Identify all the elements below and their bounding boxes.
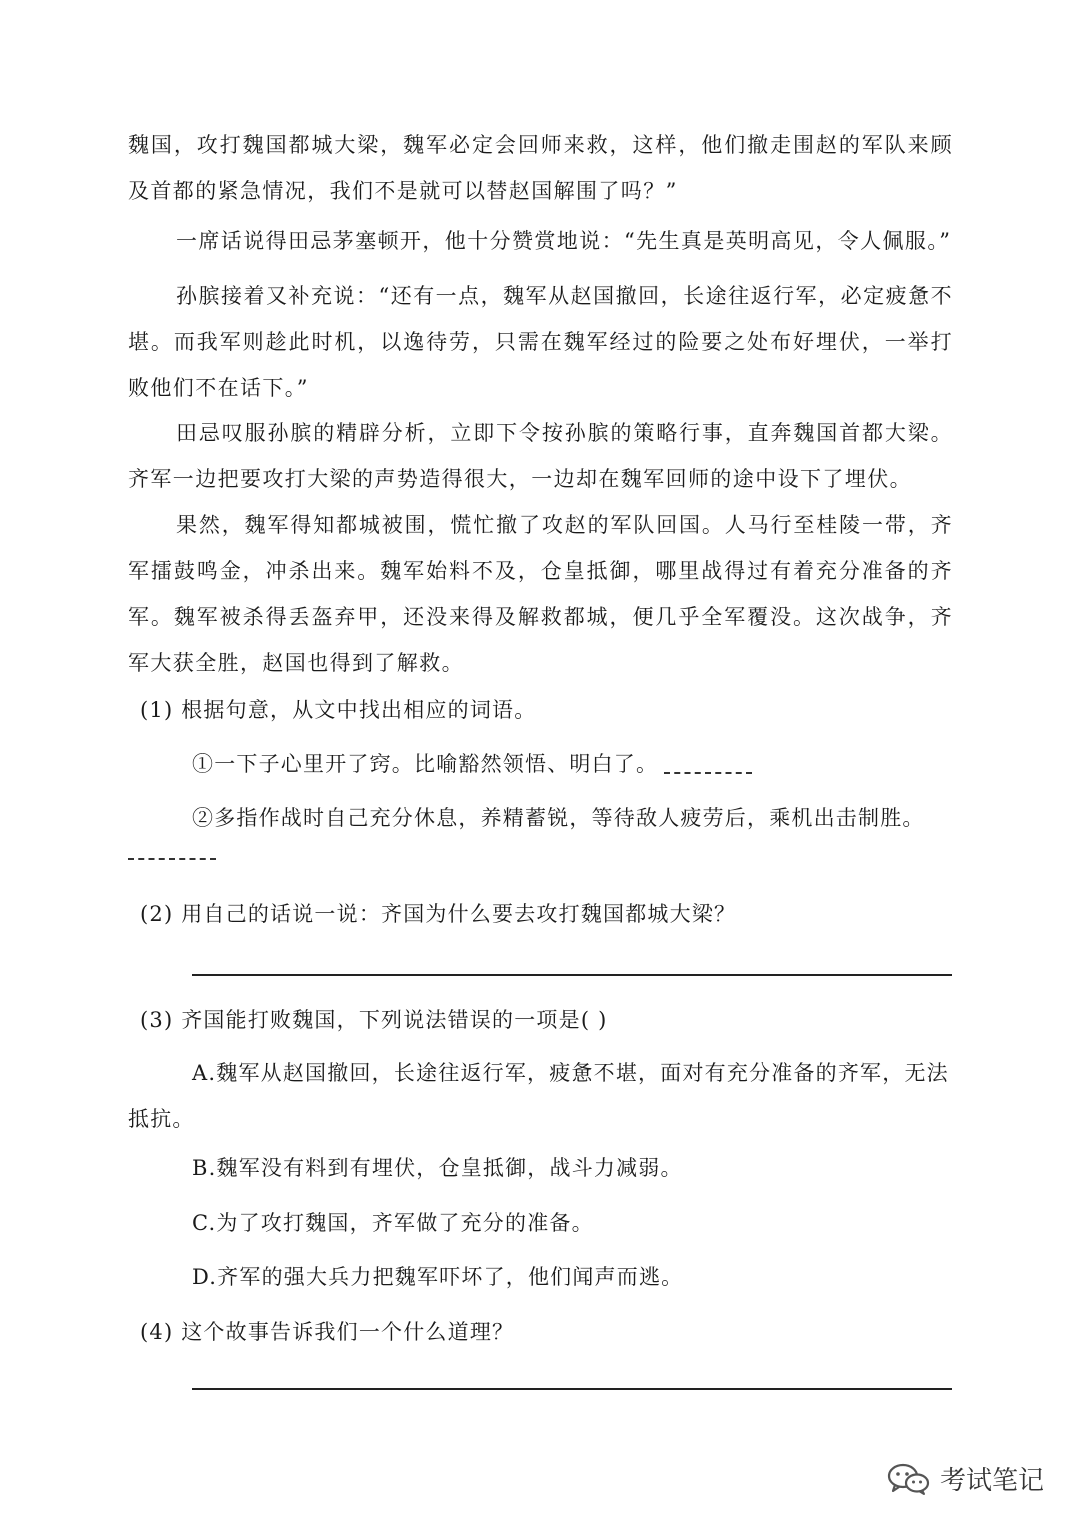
question-1-item-a-text: ①一下子心里开了窍。比喻豁然领悟、明白了。 [192, 752, 659, 776]
question-3: (3) 齐国能打败魏国，下列说法错误的一项是( ) [140, 1008, 608, 1032]
passage-paragraph-3: 孙膑接着又补充说：“还有一点，魏军从赵国撤回，长途往返行军，必定疲惫不堪。而我军则趁此时机，以逸待劳，只需在魏军经过的险要之处布好埋伏，一举打败他们不在话下。” [128, 284, 953, 400]
question-3-option-b[interactable]: B.魏军没有料到有埋伏，仓皇抵御，战斗力减弱。 [192, 1156, 683, 1180]
question-1: (1) 根据句意，从文中找出相应的词语。 [140, 698, 537, 722]
passage-paragraph-4: 田忌叹服孙膑的精辟分析，立即下令按孙膑的策略行事，直奔魏国首都大梁。齐军一边把要攻打大梁的声势造得很大，一边却在魏军回师的途中设下了埋伏。 [128, 421, 953, 491]
question-1-item-b: ②多指作战时自己充分休息，养精蓄锐，等待敌人疲劳后，乘机出击制胜。 [192, 806, 925, 830]
question-1-item-a [192, 741, 752, 787]
question-3-option-a[interactable]: A.魏军从赵国撤回，长途往返行军，疲惫不堪，面对有充分准备的齐军，无法抵抗。 [128, 1061, 949, 1131]
answer-line-2[interactable] [192, 974, 952, 976]
answer-line-4[interactable] [192, 1388, 952, 1390]
question-3-option-d[interactable]: D.齐军的强大兵力把魏军吓坏了，他们闻声而逃。 [192, 1265, 684, 1289]
watermark [886, 1460, 1044, 1497]
question-3-option-c[interactable]: C.为了攻打魏国，齐军做了充分的准备。 [192, 1211, 594, 1235]
answer-blank-1b[interactable] [128, 858, 216, 860]
passage-paragraph-5: 果然，魏军得知都城被围，慌忙撤了攻赵的军队回国。人马行至桂陵一带，齐军擂鼓鸣金，冲杀出来。魏军始料不及，仓皇抵御，哪里战得过有着充分准备的齐军。魏军被杀得丢盔弃甲，还没来得及解救都城，便几乎全军覆没。这次战争，齐军大获全胜，赵国也得到了解救。 [128, 513, 953, 675]
passage-paragraph-2: 一席话说得田忌茅塞顿开，他十分赞赏地说：“先生真是英明高见，令人佩服。” [176, 229, 952, 253]
answer-blank-1a[interactable] [664, 758, 752, 774]
watermark-text: 考试笔记 [939, 1466, 1044, 1496]
question-4: (4) 这个故事告诉我们一个什么道理？ [140, 1320, 515, 1344]
wechat-icon [886, 1462, 930, 1496]
question-2: (2) 用自己的话说一说：齐国为什么要去攻打魏国都城大梁？ [140, 902, 737, 926]
passage-paragraph-1: 魏国，攻打魏国都城大梁，魏军必定会回师来救，这样，他们撤走围赵的军队来顾及首都的紧急情况，我们不是就可以替赵国解围了吗？” [128, 133, 953, 203]
